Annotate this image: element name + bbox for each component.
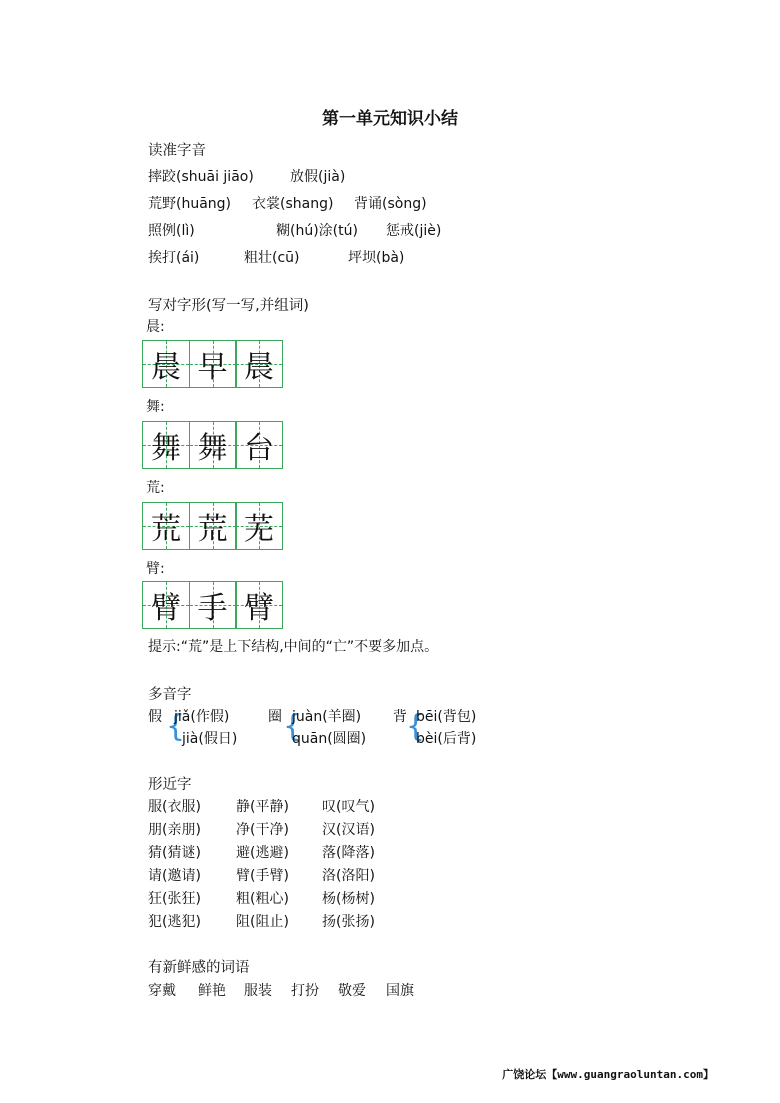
writing-grid [142, 340, 282, 388]
grid-cell: 手 [189, 581, 237, 629]
similar-item: 落(降落) [322, 845, 375, 861]
writing-grid [142, 581, 282, 629]
grid-cell: 晨 [142, 340, 190, 388]
similar-item: 洛(洛阳) [322, 868, 375, 884]
fresh-word: 打扮 [291, 983, 319, 999]
grid-cell: 舞 [189, 421, 237, 469]
fresh-word: 国旗 [386, 983, 414, 999]
writing-label: 臂: [146, 561, 165, 577]
brace-icon: { [166, 709, 186, 744]
similar-item: 粗(粗心) [236, 891, 289, 907]
polyphone-reading: bèi(后背) [416, 731, 477, 747]
reading-item: 背诵(sòng) [354, 196, 427, 212]
similar-item: 犯(逃犯) [148, 914, 201, 930]
polyphone-reading: jià(假日) [182, 731, 238, 747]
grid-cell: 臂 [142, 581, 190, 629]
page-title: 第一单元知识小结 [322, 109, 458, 129]
reading-item: 糊(hú)涂(tú) [276, 223, 358, 239]
reading-item: 惩戒(jiè) [386, 223, 442, 239]
writing-label: 舞: [146, 399, 165, 415]
similar-item: 汉(汉语) [322, 822, 375, 838]
similar-item: 猜(猜谜) [148, 845, 201, 861]
similar-item: 杨(杨树) [322, 891, 375, 907]
grid-cell: 早 [189, 340, 237, 388]
writing-label: 晨: [146, 319, 165, 335]
reading-item: 坪坝(bà) [348, 250, 405, 266]
writing-grid [142, 421, 282, 469]
writing-grid [142, 502, 282, 550]
polyphone-char: 假 [148, 709, 162, 725]
reading-item: 放假(jià) [290, 169, 346, 185]
grid-cell: 荒 [142, 502, 190, 550]
polyphone-char: 圈 [268, 709, 282, 725]
polyphone-reading: quān(圆圈) [292, 731, 367, 747]
fresh-word: 敬爱 [338, 983, 366, 999]
similar-item: 净(干净) [236, 822, 289, 838]
grid-cell: 晨 [235, 340, 283, 388]
polyphone-reading: jiǎ(作假) [174, 709, 230, 725]
similar-item: 阻(阻止) [236, 914, 289, 930]
fresh-heading: 有新鲜感的词语 [148, 960, 250, 976]
similar-item: 静(平静) [236, 799, 289, 815]
grid-cell: 芜 [235, 502, 283, 550]
similar-item: 臂(手臂) [236, 868, 289, 884]
reading-item: 荒野(huāng) [148, 196, 232, 212]
grid-cell: 台 [235, 421, 283, 469]
reading-heading: 读准字音 [148, 143, 206, 159]
similar-item: 朋(亲朋) [148, 822, 201, 838]
footer-watermark: 广饶论坛【www.guangraoluntan.com】 [502, 1068, 714, 1081]
similar-item: 请(邀请) [148, 868, 201, 884]
brace-icon: { [283, 709, 303, 744]
reading-item: 摔跤(shuāi jiāo) [148, 169, 254, 185]
similar-heading: 形近字 [148, 777, 192, 793]
similar-item: 服(衣服) [148, 799, 201, 815]
writing-label: 荒: [146, 480, 165, 496]
tip-text: 提示:“荒”是上下结构,中间的“亡”不要多加点。 [148, 639, 439, 655]
brace-icon: { [406, 709, 426, 744]
similar-item: 叹(叹气) [322, 799, 375, 815]
fresh-word: 服装 [244, 983, 272, 999]
grid-cell: 荒 [189, 502, 237, 550]
fresh-word: 鲜艳 [198, 983, 226, 999]
reading-item: 衣裳(shang) [252, 196, 334, 212]
grid-cell: 臂 [235, 581, 283, 629]
polyphone-reading: juàn(羊圈) [292, 709, 362, 725]
similar-item: 避(逃避) [236, 845, 289, 861]
reading-item: 照例(lì) [148, 223, 195, 239]
reading-item: 挨打(ái) [148, 250, 200, 266]
writing-heading: 写对字形(写一写,并组词) [148, 298, 309, 314]
polyphone-reading: bēi(背包) [416, 709, 477, 725]
similar-item: 狂(张狂) [148, 891, 201, 907]
reading-item: 粗壮(cū) [244, 250, 300, 266]
grid-cell: 舞 [142, 421, 190, 469]
polyphone-heading: 多音字 [148, 687, 192, 703]
fresh-word: 穿戴 [148, 983, 176, 999]
polyphone-char: 背 [393, 709, 407, 725]
similar-item: 扬(张扬) [322, 914, 375, 930]
